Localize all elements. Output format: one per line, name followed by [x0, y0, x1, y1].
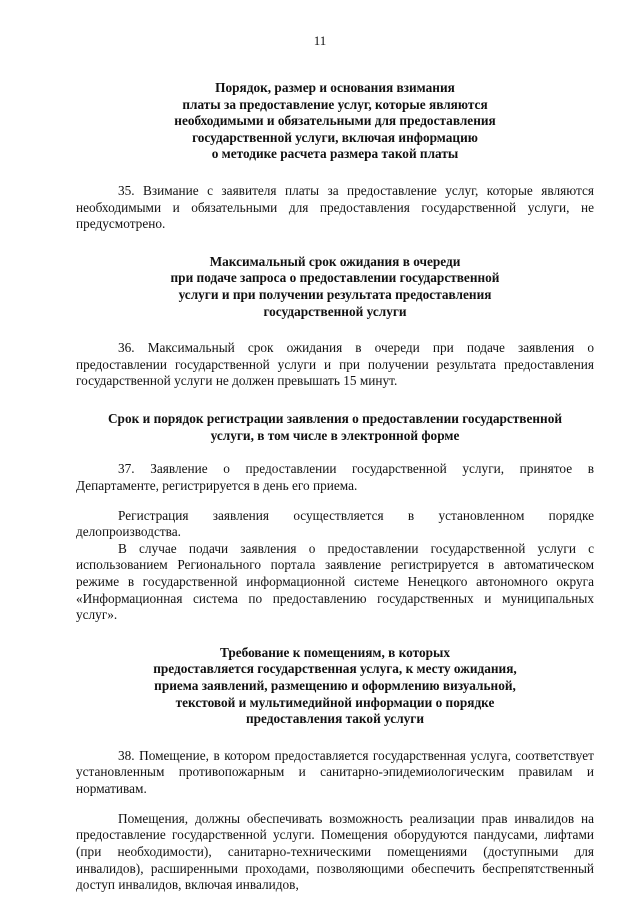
heading-line: платы за предоставление услуг, которые являются — [182, 96, 488, 112]
heading-line: услуги и при получении результата предоставления — [178, 286, 492, 302]
paragraph-38: 38. Помещение, в котором предоставляется государственная услуга, соответствует установленным противопожарным и санитарно-эпидемиологическим правилам и нормативам. — [76, 747, 594, 796]
paragraph-37-portal: В случае подачи заявления о предоставлении государственной услуги с использованием Регионального портала заявление регистрируется в автоматическом режиме в государственной информационной системе Ненецкого автономного округа «Информационная система по предоставлению государственных и муниципальных услуг». — [76, 540, 594, 623]
heading-line: Максимальный срок ожидания в очереди — [209, 253, 461, 269]
paragraph-35: 35. Взимание с заявителя платы за предоставление услуг, которые являются необходимыми и обязательными для предоставления государственной услуги, не предусмотрено. — [76, 182, 594, 232]
heading-line: приема заявлений, размещению и оформлению визуальной, — [154, 677, 516, 693]
heading-line: необходимыми и обязательными для предоставления — [174, 113, 496, 129]
heading-line: предоставляется государственная услуга, к месту ожидания, — [153, 661, 517, 677]
heading-line: предоставления такой услуги — [245, 711, 425, 727]
section-heading-queue-time — [76, 254, 594, 320]
paragraph-37-registration: Регистрация заявления осуществляется в установленном порядке делопроизводства. — [76, 507, 594, 540]
page-number: 11 — [313, 33, 327, 48]
paragraph-36: 36. Максимальный срок ожидания в очереди при подаче заявления о предоставлении государственной услуги и при получении результата предоставления государственной услуги не должен превышать 15 минут. — [76, 340, 594, 389]
section-heading-fee — [76, 80, 594, 163]
heading-line: о методике расчета размера такой платы — [211, 146, 459, 162]
heading-line: Требование к помещениям, в которых — [219, 644, 451, 660]
paragraph-38-accessibility: Помещения, должны обеспечивать возможность реализации прав инвалидов на предоставление государственной услуги. Помещения оборудуются пандусами, лифтами (при необходимости), санитарно-техническими помещениями (доступными для инвалидов), расширенными проходами, позволяющими обеспечить беспрепятственный доступ инвалидов, включая инвалидов, — [76, 810, 594, 893]
heading-line: услуги, в том числе в электронной форме — [210, 427, 460, 443]
heading-line: Порядок, размер и основания взимания — [215, 80, 455, 95]
section-heading-premises — [76, 645, 594, 728]
document-body — [76, 80, 594, 894]
paragraph-37: 37. Заявление о предоставлении государственной услуги, принятое в Департаменте, регистрируется в день его приема. — [76, 461, 594, 493]
heading-line: текстовой и мультимедийной информации о порядке — [175, 694, 495, 710]
heading-line: государственной услуги, включая информацию — [192, 129, 478, 145]
heading-line: государственной услуги — [263, 303, 407, 319]
section-heading-registration — [76, 411, 594, 444]
heading-line: при подаче запроса о предоставлении государственной — [170, 270, 500, 286]
heading-line: Срок и порядок регистрации заявления о предоставлении государственной — [107, 410, 563, 426]
